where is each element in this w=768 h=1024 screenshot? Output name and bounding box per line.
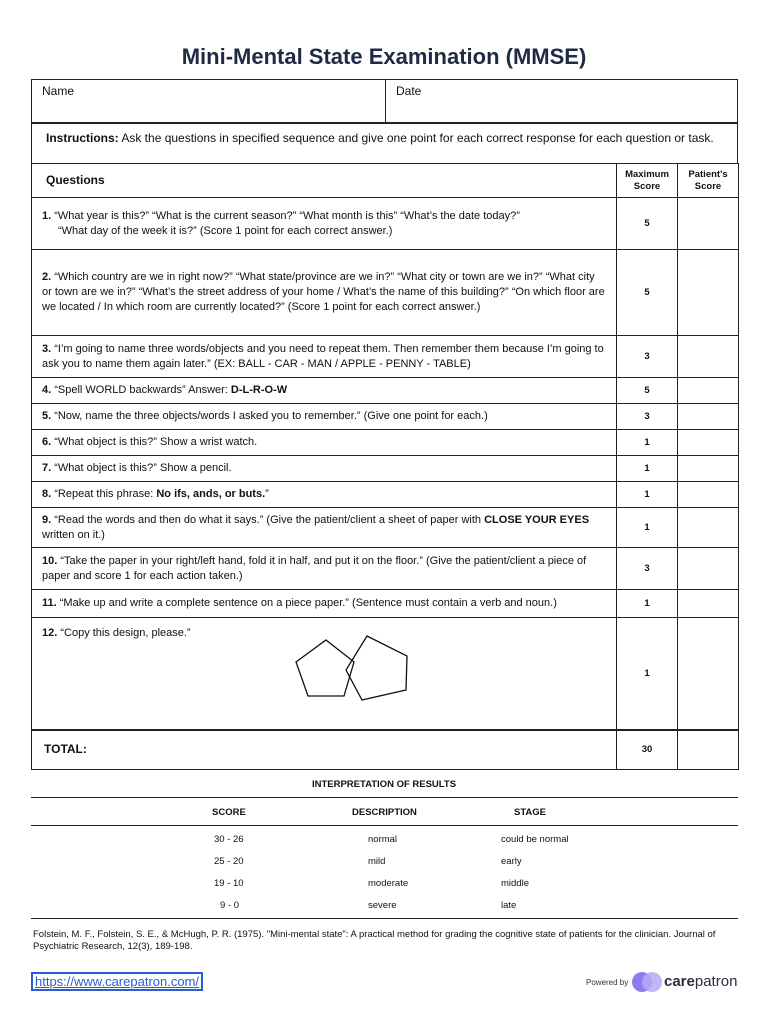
- reference-citation: Folstein, M. F., Folstein, S. E., & McHugh, P. R. (1975). "Mini-mental state": A practical method for grading the cognitive state of patients for the clinician. Journal of Psychiatric Research, 12(3), 189-198.: [33, 929, 716, 952]
- interp-description: mild: [368, 856, 386, 867]
- name-date-row: [31, 79, 738, 123]
- patient-score-cell[interactable]: [678, 198, 739, 250]
- divider: [31, 825, 738, 826]
- max-score: 1: [617, 590, 678, 618]
- max-score: 1: [617, 482, 678, 508]
- interp-stage: could be normal: [501, 834, 569, 845]
- max-score: 1: [617, 618, 678, 730]
- interp-stage: late: [501, 900, 517, 911]
- total-label: TOTAL:: [32, 730, 617, 770]
- interp-description: moderate: [368, 878, 409, 889]
- powered-by-label: Powered by: [586, 978, 629, 987]
- interp-score: 30 - 26: [214, 834, 244, 845]
- table-row: [32, 508, 739, 548]
- table-row: [32, 404, 739, 430]
- instructions: [31, 122, 738, 164]
- instructions-label: Instructions:: [46, 131, 119, 145]
- max-score: 1: [617, 456, 678, 482]
- page-title: Mini-Mental State Examination (MMSE): [181, 44, 587, 69]
- interp-score: 9 - 0: [220, 900, 240, 911]
- date-field[interactable]: [386, 80, 431, 122]
- question-8: 8. “Repeat this phrase: No ifs, ands, or buts.”: [32, 482, 617, 508]
- interp-description: normal: [368, 834, 398, 845]
- patient-score-cell[interactable]: [678, 430, 739, 456]
- max-score: 3: [617, 404, 678, 430]
- stage-header: STAGE: [514, 807, 547, 818]
- score-header: SCORE: [212, 807, 246, 818]
- question-5: 5. “Now, name the three objects/words I asked you to remember.” (Give one point for each.): [32, 404, 617, 430]
- max-score: 3: [617, 548, 678, 590]
- patient-score-cell[interactable]: [678, 250, 739, 336]
- table-row: [32, 250, 739, 336]
- carepatron-logo-icon: [631, 971, 663, 993]
- table-row: [32, 590, 739, 618]
- max-score: 1: [617, 508, 678, 548]
- patient-score-cell[interactable]: [678, 336, 739, 378]
- patient-score-cell[interactable]: [678, 590, 739, 618]
- intersecting-pentagons-figure: [292, 634, 422, 708]
- question-4: 4. “Spell WORLD backwards” Answer: D-L-R-O-W: [32, 378, 617, 404]
- interpretation-title: INTERPRETATION OF RESULTS: [311, 779, 457, 790]
- max-score: 3: [617, 336, 678, 378]
- question-2: 2. “Which country are we in right now?” “What state/province are we in?” “What city or town are we in?” “What city or town are we in?” “What’s the street address of your home / What’s the name of this building?” “On which floor are we located / In which room are currently located?” (Score 1 point for each correct answer.): [32, 250, 617, 336]
- question-6: 6. “What object is this?” Show a wrist watch.: [32, 430, 617, 456]
- divider: [31, 918, 738, 919]
- table-row: [32, 198, 739, 250]
- question-9: 9. “Read the words and then do what it says.” (Give the patient/client a sheet of paper with CLOSE YOUR EYES written on it.): [32, 508, 617, 548]
- question-10: 10. “Take the paper in your right/left hand, fold it in half, and put it on the floor.” (Give the patient/client a piece of paper and score 1 for each action taken.): [32, 548, 617, 590]
- interp-score: 25 - 20: [214, 856, 244, 867]
- question-1: 1. “What year is this?” “What is the current season?” “What month is this” “What’s the date today?” “What day of the week it is?” (Score 1 point for each correct answer.): [32, 198, 617, 250]
- patient-score-cell[interactable]: [678, 508, 739, 548]
- name-label: Name: [42, 84, 75, 98]
- table-row: [32, 430, 739, 456]
- patient-score-cell[interactable]: [678, 482, 739, 508]
- interp-stage: middle: [501, 878, 529, 889]
- table-row: [32, 548, 739, 590]
- divider: [31, 797, 738, 798]
- max-score: 5: [617, 378, 678, 404]
- max-score: 5: [617, 198, 678, 250]
- table-row: [32, 456, 739, 482]
- max-score: 1: [617, 430, 678, 456]
- carepatron-link[interactable]: https://www.carepatron.com/: [31, 972, 203, 991]
- questions-header: Questions: [32, 164, 617, 198]
- patient-score-cell[interactable]: [678, 618, 739, 730]
- table-row: [32, 618, 739, 730]
- question-11: 11. “Make up and write a complete sentence on a piece paper.” (Sentence must contain a verb and noun.): [32, 590, 617, 618]
- patient-score-cell[interactable]: [678, 456, 739, 482]
- description-header: DESCRIPTION: [352, 807, 417, 818]
- question-12: 12. “Copy this design, please.”: [32, 618, 617, 730]
- name-field[interactable]: [32, 80, 386, 122]
- patient-score-cell[interactable]: [678, 378, 739, 404]
- patient-score-cell[interactable]: [678, 548, 739, 590]
- interp-score: 19 - 10: [214, 878, 244, 889]
- interp-stage: early: [501, 856, 522, 867]
- total-patient-score-cell[interactable]: [678, 730, 739, 770]
- question-3: 3. “I’m going to name three words/objects and you need to repeat them. Then remember them because I’m going to ask you to name them again later.” (EX: BALL - CAR - MAN / APPLE - PENNY - TABLE): [32, 336, 617, 378]
- date-label: Date: [396, 84, 422, 98]
- interp-description: severe: [368, 900, 397, 911]
- table-row: [32, 482, 739, 508]
- carepatron-brand: carepatron: [664, 973, 738, 990]
- questions-table: [31, 163, 739, 770]
- total-row: [32, 730, 739, 770]
- question-7: 7. “What object is this?” Show a pencil.: [32, 456, 617, 482]
- patient-score-header: Patient's Score: [678, 164, 739, 198]
- table-row: [32, 336, 739, 378]
- instructions-text: Ask the questions in specified sequence and give one point for each correct response for each question or task.: [118, 131, 714, 145]
- table-row: [32, 378, 739, 404]
- patient-score-cell[interactable]: [678, 404, 739, 430]
- max-score-header: Maximum Score: [617, 164, 678, 198]
- total-max-score: 30: [617, 730, 678, 770]
- max-score: 5: [617, 250, 678, 336]
